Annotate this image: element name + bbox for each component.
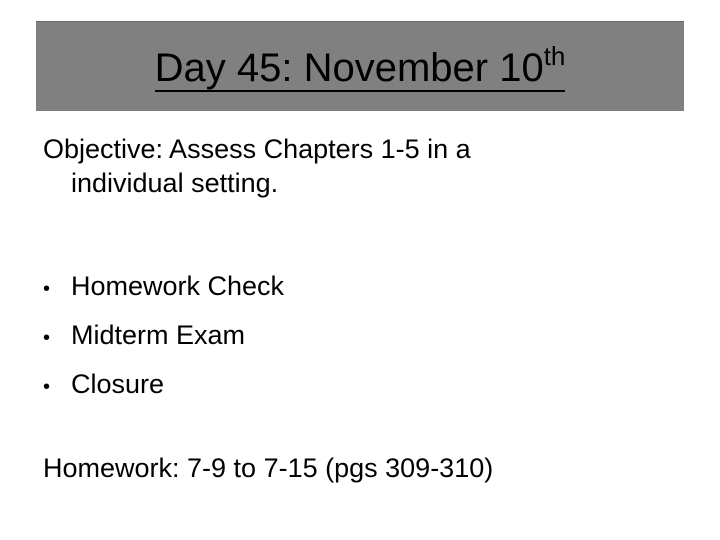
agenda-item-label: Midterm Exam: [71, 320, 246, 350]
page-title: [36, 41, 684, 92]
agenda-list: [43, 263, 284, 410]
title-main: Day 45: November 10: [154, 46, 544, 90]
homework-text: Homework: 7-9 to 7-15 (pgs 309-310): [43, 453, 494, 483]
agenda-item-label: Closure: [71, 369, 165, 399]
title-superscript: th: [543, 41, 566, 71]
agenda-item: [43, 263, 284, 312]
agenda-item-label: Homework Check: [71, 271, 285, 301]
bullet-icon: •: [43, 376, 51, 398]
title-bar: [36, 21, 684, 111]
bullet-icon: •: [43, 278, 51, 300]
objective-line-1: Objective: Assess Chapters 1-5 in a: [43, 134, 471, 164]
objective-text: [43, 132, 683, 200]
agenda-item: [43, 361, 284, 410]
objective-line-2: individual setting.: [71, 168, 279, 198]
title-underlined: [154, 41, 566, 92]
agenda-item: [43, 312, 284, 361]
bullet-icon: •: [43, 327, 51, 349]
